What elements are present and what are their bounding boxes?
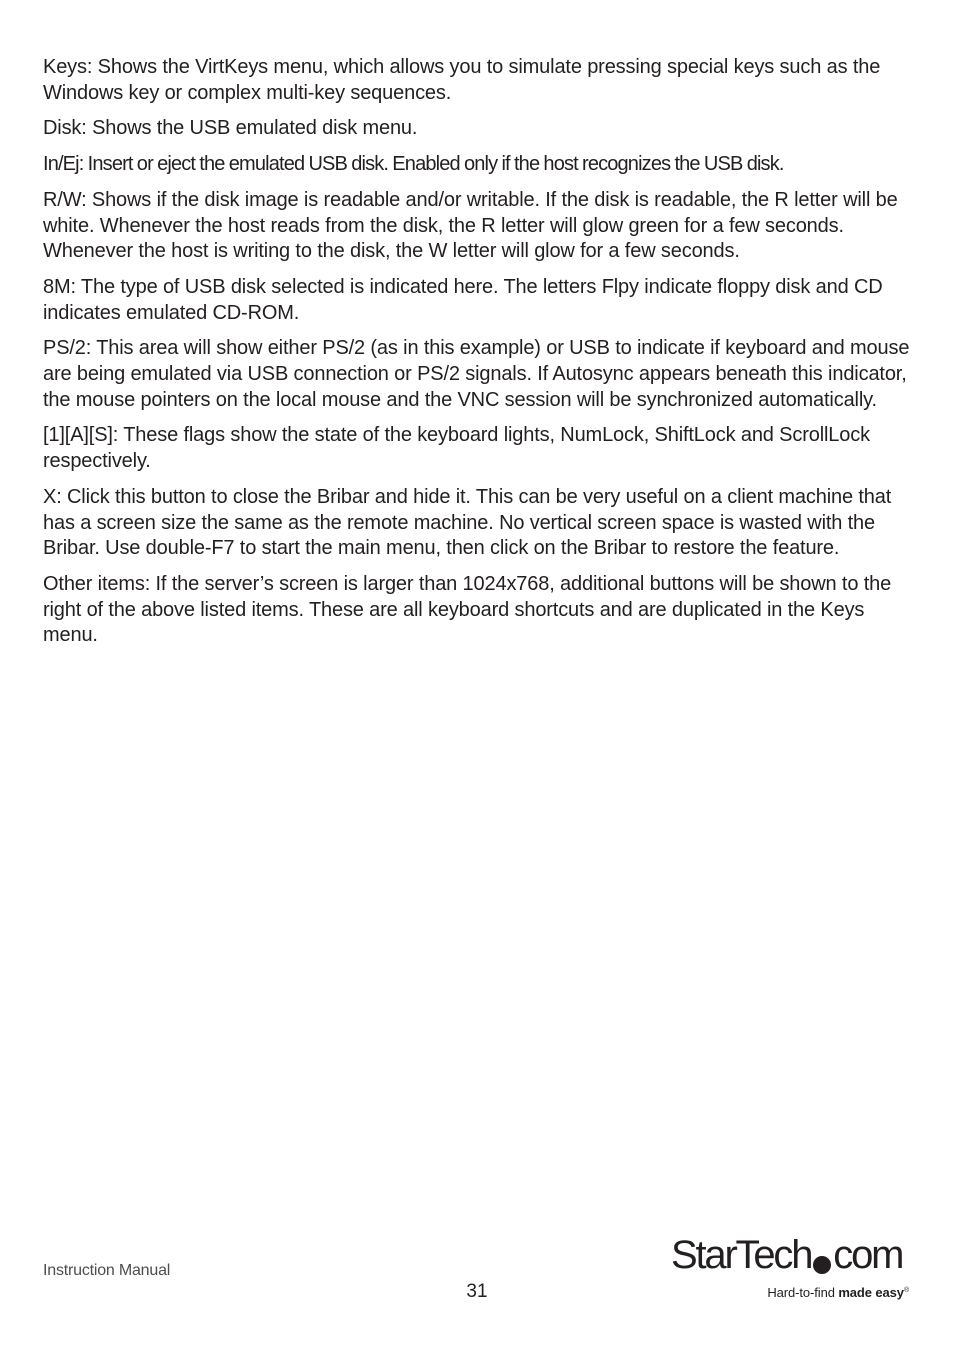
- page-number: 31: [466, 1281, 488, 1302]
- startech-logo: [671, 1232, 911, 1306]
- paragraph-keys: Keys: Shows the VirtKeys menu, which allows you to simulate pressing special keys such as the Windows key or complex multi-key sequences.: [43, 56, 881, 104]
- paragraph-8m: 8M: The type of USB disk selected is indicated here. The letters Flpy indicate floppy disk and CD indicates emulated CD-ROM.: [43, 275, 883, 324]
- paragraph-other-items: Other items: If the server’s screen is larger than 1024x768, additional buttons will be shown to the right of the above listed items. These are all keyboard shortcuts and are duplicated in the Keys menu.: [43, 572, 892, 647]
- paragraph-disk: Disk: Shows the USB emulated disk menu.: [43, 117, 418, 140]
- paragraph-rw: R/W: Shows if the disk image is readable and/or writable. If the disk is readable, the R letter will be white. Whenever the host reads from the disk, the R letter will glow green for a few seconds. Whenever the host is writing to the disk, the W letter will glow for a few seconds.: [43, 188, 898, 263]
- paragraph-close-button: X: Click this button to close the Bribar and hide it. This can be very useful on a client machine that has a screen size the same as the remote machine. No vertical screen space is wasted with the Bribar. Use double-F7 to start the main menu, then click on the Bribar to restore the feature.: [43, 485, 892, 560]
- logo-tagline-regular: Hard-to-find: [767, 1285, 839, 1300]
- logo-brand-start: StarTech: [671, 1233, 812, 1277]
- logo-dot-icon: [813, 1256, 831, 1274]
- paragraph-ps2: PS/2: This area will show either PS/2 (as in this example) or USB to indicate if keyboard and mouse are being emulated via USB connection or PS/2 signals. If Autosync appears beneath this indicator, the mouse pointers on the local mouse and the VNC session will be synchronized automatically.: [43, 337, 910, 411]
- logo-brand-end: com: [833, 1233, 903, 1277]
- paragraph-flags: [1][A][S]: These flags show the state of the keyboard lights, NumLock, ShiftLock and ScrollLock respectively.: [43, 424, 870, 473]
- paragraph-in-ej: In/Ej: Insert or eject the emulated USB disk. Enabled only if the host recognizes the USB disk.: [43, 153, 784, 176]
- footer-label: Instruction Manual: [43, 1262, 171, 1279]
- logo-tagline: [767, 1285, 909, 1300]
- logo-wordmark: [671, 1232, 902, 1278]
- manual-body: [43, 55, 915, 659]
- registered-mark: ®: [903, 1287, 909, 1294]
- logo-tagline-bold: made easy: [838, 1285, 904, 1300]
